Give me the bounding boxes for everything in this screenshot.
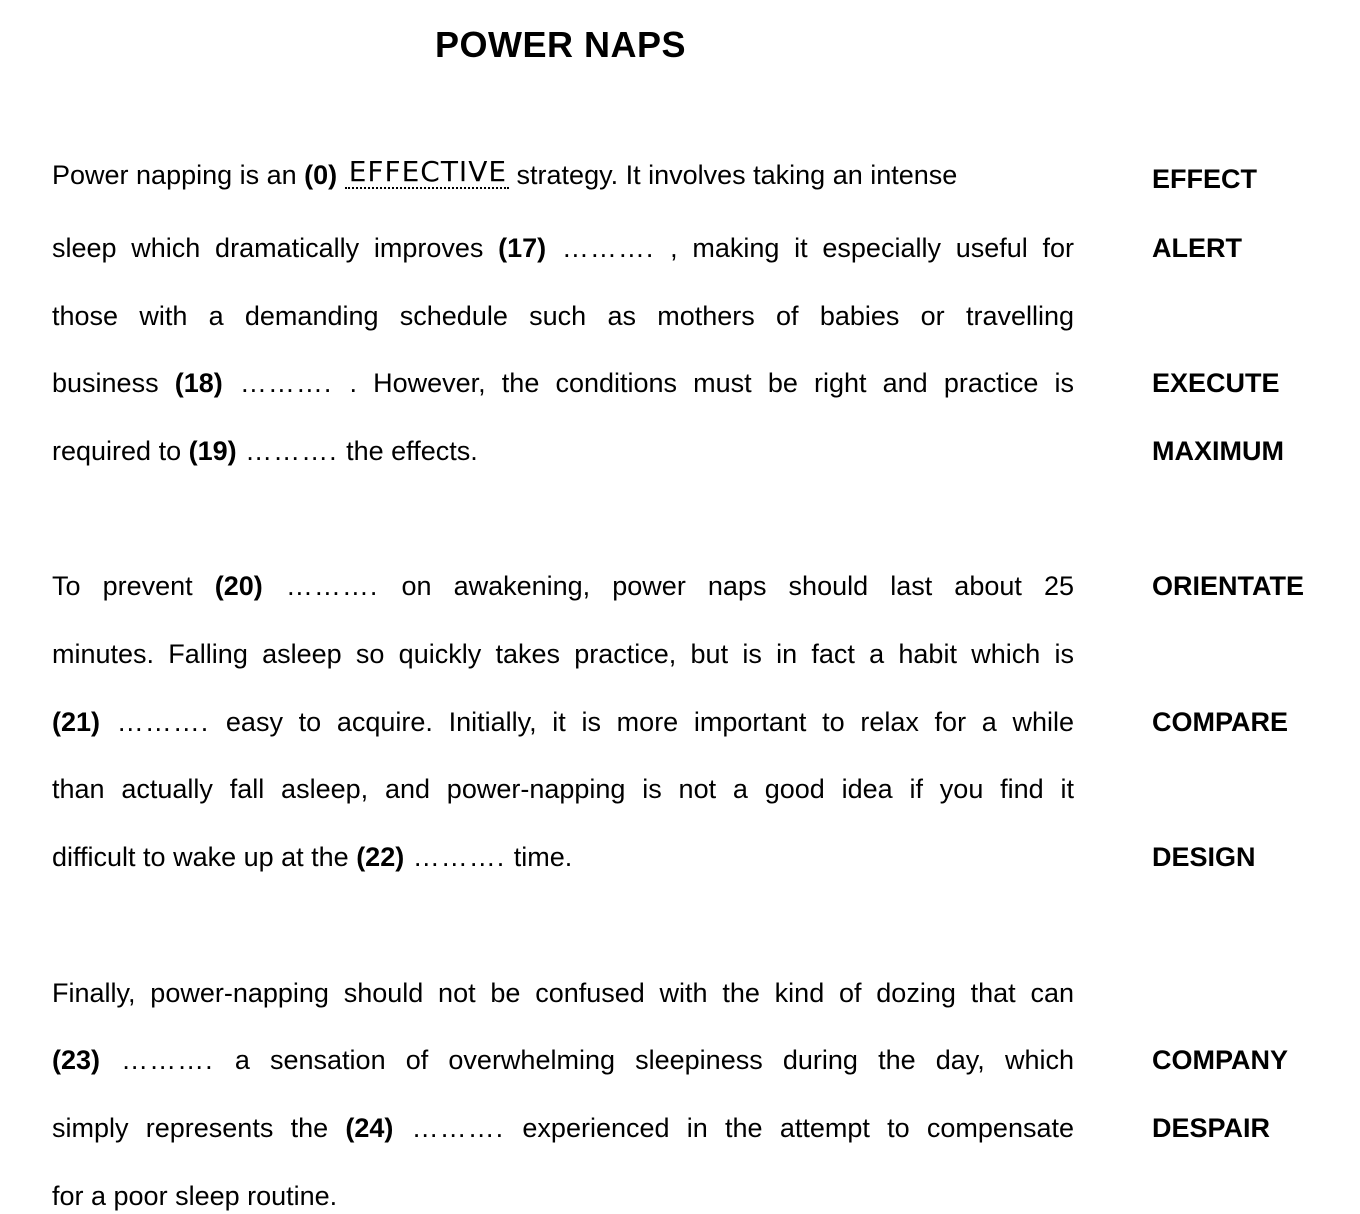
stem-word-despair: DESPAIR bbox=[1152, 1113, 1271, 1143]
line-text: Power napping is an bbox=[52, 160, 305, 190]
gap-number-0: (0) bbox=[304, 160, 338, 190]
gap-24[interactable]: ………. bbox=[393, 1113, 523, 1143]
line-text: a sensation of overwhelming sleepiness during the day, which bbox=[234, 1045, 1074, 1075]
text-line-p3-2 bbox=[52, 1043, 1074, 1077]
example-answer: EFFECTIVE bbox=[345, 157, 509, 189]
text-line-p2-4 bbox=[52, 772, 1074, 806]
stem-word-effect: EFFECT bbox=[1152, 164, 1257, 194]
line-text: those with a demanding schedule such as mothers of babies or travelling bbox=[52, 301, 1074, 331]
line-text: the effects. bbox=[346, 436, 478, 466]
text-line-p2-1 bbox=[52, 569, 1074, 603]
line-text: experienced in the attempt to compensate bbox=[522, 1113, 1074, 1143]
stem-word-design: DESIGN bbox=[1152, 842, 1256, 872]
text-line-p3-3 bbox=[52, 1111, 1074, 1145]
line-text: difficult to wake up at the bbox=[52, 842, 357, 872]
text-line-p3-1 bbox=[52, 976, 1074, 1010]
text-line-p2-2 bbox=[52, 637, 1074, 671]
gap-17[interactable]: ………. bbox=[546, 233, 671, 263]
gap-19[interactable]: ………. bbox=[236, 436, 347, 466]
line-text: business bbox=[52, 368, 175, 398]
text-line-p1-2 bbox=[52, 231, 1074, 265]
stem-word-orientate: ORIENTATE bbox=[1152, 571, 1304, 601]
line-text: for a poor sleep routine. bbox=[52, 1181, 338, 1211]
gap-21[interactable]: ………. bbox=[100, 707, 226, 737]
gap-number-21: (21) bbox=[52, 707, 101, 737]
text-line-p1-5 bbox=[52, 434, 1074, 468]
page-title: POWER NAPS bbox=[435, 24, 687, 65]
text-line-p1-4 bbox=[52, 366, 1074, 400]
stem-word-compare: COMPARE bbox=[1152, 707, 1289, 737]
gap-23[interactable]: ………. bbox=[100, 1045, 235, 1075]
gap-18[interactable]: ………. bbox=[222, 368, 350, 398]
gap-number-19: (19) bbox=[188, 436, 237, 466]
line-text: sleep which dramatically improves bbox=[52, 233, 499, 263]
line-text: on awakening, power naps should last about 25 bbox=[401, 571, 1074, 601]
gap-number-23: (23) bbox=[52, 1045, 101, 1075]
text-line-p1-1 bbox=[52, 155, 1074, 192]
gap-number-22: (22) bbox=[356, 842, 405, 872]
stem-word-maximum: MAXIMUM bbox=[1152, 436, 1284, 466]
line-text: required to bbox=[52, 436, 189, 466]
text-line-p2-5 bbox=[52, 840, 1074, 874]
line-text: . However, the conditions must be right and practice is bbox=[349, 368, 1074, 398]
text-line-p3-4 bbox=[52, 1179, 1074, 1213]
text-line-p1-3 bbox=[52, 299, 1074, 333]
stem-word-execute: EXECUTE bbox=[1152, 368, 1280, 398]
gap-number-24: (24) bbox=[345, 1113, 394, 1143]
gap-20[interactable]: ………. bbox=[262, 571, 402, 601]
line-text: minutes. Falling asleep so quickly takes practice, but is in fact a habit which is bbox=[52, 639, 1074, 669]
gap-number-20: (20) bbox=[214, 571, 263, 601]
line-text: strategy. It involves taking an intense bbox=[509, 160, 958, 190]
stem-word-company: COMPANY bbox=[1152, 1045, 1289, 1075]
gap-22[interactable]: ………. bbox=[404, 842, 514, 872]
line-text: easy to acquire. Initially, it is more important to relax for a while bbox=[225, 707, 1074, 737]
stem-word-alert: ALERT bbox=[1152, 233, 1242, 263]
line-text: time. bbox=[513, 842, 573, 872]
line-text: Finally, power-napping should not be confused with the kind of dozing that can bbox=[52, 978, 1074, 1008]
gap-number-18: (18) bbox=[174, 368, 223, 398]
line-text: , making it especially useful for bbox=[670, 233, 1075, 263]
line-text: than actually fall asleep, and power-napping is not a good idea if you find it bbox=[52, 774, 1074, 804]
text-line-p2-3 bbox=[52, 705, 1074, 739]
gap-number-17: (17) bbox=[498, 233, 547, 263]
line-text: To prevent bbox=[52, 571, 215, 601]
line-text: simply represents the bbox=[52, 1113, 346, 1143]
